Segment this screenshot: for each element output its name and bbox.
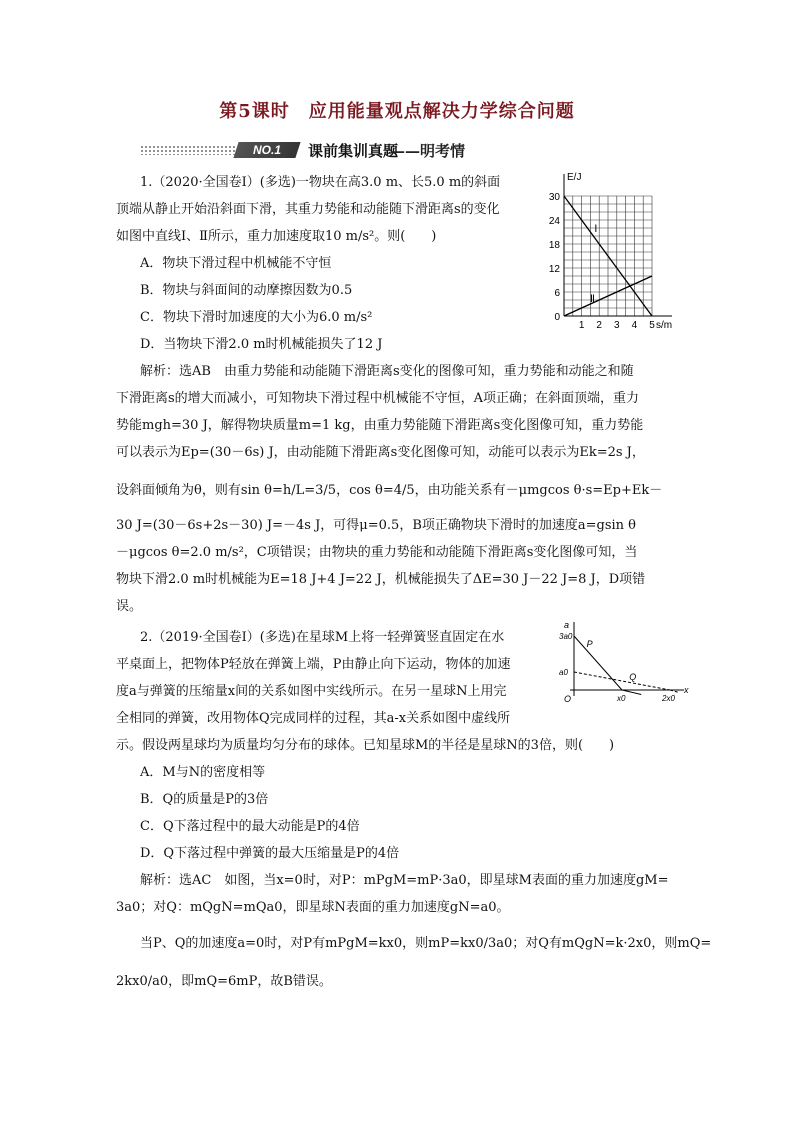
y-tick-label: 12: [548, 264, 560, 275]
section-banner: [140, 140, 660, 160]
x-axis-label: s/m: [656, 320, 673, 331]
q2-analysis-line: 3a0；对Q：mQgN=mQa0，即星球N表面的重力加速度gN=a0。: [116, 900, 510, 915]
y-tick-label: 3a0: [559, 632, 573, 641]
q1-analysis-line: 误。: [116, 599, 143, 614]
page-title: 第5课时 应用能量观点解决力学综合问题: [219, 101, 575, 122]
dotted-rule: [140, 145, 235, 155]
y-tick-label: 30: [548, 192, 560, 203]
q2-option-c: C．Q下落过程中的最大动能是P的4倍: [140, 819, 360, 834]
x-tick-label: 2x0: [662, 694, 675, 703]
acceleration-compression-chart: [558, 618, 688, 710]
y-tick-label: 18: [548, 240, 560, 251]
x-axis-label: x: [684, 685, 689, 695]
q1-option-b: B．物块与斜面间的动摩擦因数为0.5: [140, 283, 353, 298]
curve-q: [574, 672, 670, 690]
q1-option-d: D．当物块下滑2.0 m时机械能损失了12 J: [140, 337, 383, 352]
q1-analysis-line: 解析：选AB 由重力势能和动能随下滑距离s变化的图像可知，重力势能和动能之和随: [140, 364, 634, 379]
x-tick-label: x0: [617, 694, 626, 703]
x-tick-label: 2: [596, 320, 602, 331]
q2-line: 度a与弹簧的压缩量x间的关系如图中实线所示。在另一星球N上用完: [116, 684, 507, 699]
y-tick-label: a0: [559, 668, 568, 677]
q1-option-a: A．物块下滑过程中机械能不守恒: [140, 256, 332, 271]
q1-analysis-line: 势能mgh=30 J，解得物块质量m=1 kg，由重力势能随下滑距离s变化图像可知，重力势能: [116, 418, 644, 433]
section-badge: NO.1: [233, 142, 300, 158]
q2-analysis-line: 解析：选AC 如图，当x=0时，对P：mPgM=mP·3a0，即星球M表面的重力加速度gM=: [140, 873, 669, 888]
q2-line: 平桌面上，把物体P轻放在弹簧上端，P由静止向下运动，物体的加速: [116, 657, 511, 672]
q1-line: 1.（2020·全国卷Ⅰ）(多选)一物块在高3.0 m、长5.0 m的斜面: [140, 175, 501, 190]
y-axis-label: a: [564, 620, 570, 630]
q1-analysis-line: 物块下滑2.0 m时机械能为E=18 J+4 J=22 J，机械能损失了ΔE=30 J－22 J=8 J，D项错: [116, 572, 646, 587]
series-label: Ⅱ: [590, 294, 595, 305]
q2-line: 2.（2019·全国卷Ⅰ）(多选)在星球M上将一轻弹簧竖直固定在水: [140, 630, 505, 645]
section-name: 课前集训真题: [308, 142, 399, 160]
q2-option-b: B．Q的质量是P的3倍: [140, 792, 269, 807]
q2-option-d: D．Q下落过程中弹簧的最大压缩量是P的4倍: [140, 846, 400, 861]
q2-line: 示。假设两星球均为质量均匀分布的球体。已知星球M的半径是星球N的3倍，则( ): [116, 738, 615, 753]
x-tick-label: 5: [649, 320, 655, 331]
q2-analysis-line: 当P、Q的加速度a=0时，对P有mPgM=kx0，则mP=kx0/3a0；对Q有mQgN=k·2x0，则mQ=: [140, 936, 712, 951]
x-tick-label: 1: [578, 320, 585, 331]
q1-option-c: C．物块下滑时加速度的大小为6.0 m/s²: [140, 310, 373, 325]
q1-analysis-line: 下滑距离s的增大而减小，可知物块下滑过程中机械能不守恒，A项正确；在斜面顶端，重力: [116, 391, 640, 406]
origin-label: O: [564, 694, 572, 704]
curve-label: Q: [629, 672, 637, 683]
x-tick-label: 3: [614, 320, 620, 331]
y-tick-label: 24: [548, 216, 560, 227]
q2-line: 全相同的弹簧，改用物体Q完成同样的过程，其a-x关系如图中虚线所: [116, 711, 511, 726]
q1-analysis-line: 30 J=(30－6s+2s－30) J=－4s J，可得μ=0.5，B项正确物块下滑时的加速度a=gsin θ: [116, 518, 637, 533]
q1-analysis-line: 设斜面倾角为θ，则有sin θ=h/L=3/5，cos θ=4/5，由功能关系有－μmgcos θ·s=Ep+Ek－: [116, 483, 663, 498]
y-axis-label: E/J: [567, 172, 582, 183]
y-tick-label: 0: [554, 312, 560, 323]
energy-distance-chart: [542, 170, 682, 330]
series-label: Ⅰ: [594, 224, 598, 235]
q1-line: 顶端从静止开始沿斜面下滑，其重力势能和动能随下滑距离s的变化: [116, 202, 500, 217]
q1-line: 如图中直线Ⅰ、Ⅱ所示，重力加速度取10 m/s²。则( ): [116, 229, 437, 244]
curve-p: [574, 636, 622, 690]
y-tick-label: 6: [554, 288, 560, 299]
x-tick-label: 4: [631, 320, 638, 331]
q2-analysis-line: 2kx0/a0，即mQ=6mP，故B错误。: [116, 974, 332, 989]
q1-analysis-line: －μgcos θ=2.0 m/s²，C项错误；由物块的重力势能和动能随下滑距离s变化图像可知，当: [116, 545, 638, 560]
section-subtitle: ——明考情: [390, 142, 466, 160]
curve-label: P: [586, 638, 593, 649]
q2-option-a: A．M与N的密度相等: [140, 765, 266, 780]
q1-analysis-line: 可以表示为Ep=(30－6s) J，由动能随下滑距离s变化图像可知，动能可以表示为Ek=2s J，: [116, 445, 645, 460]
